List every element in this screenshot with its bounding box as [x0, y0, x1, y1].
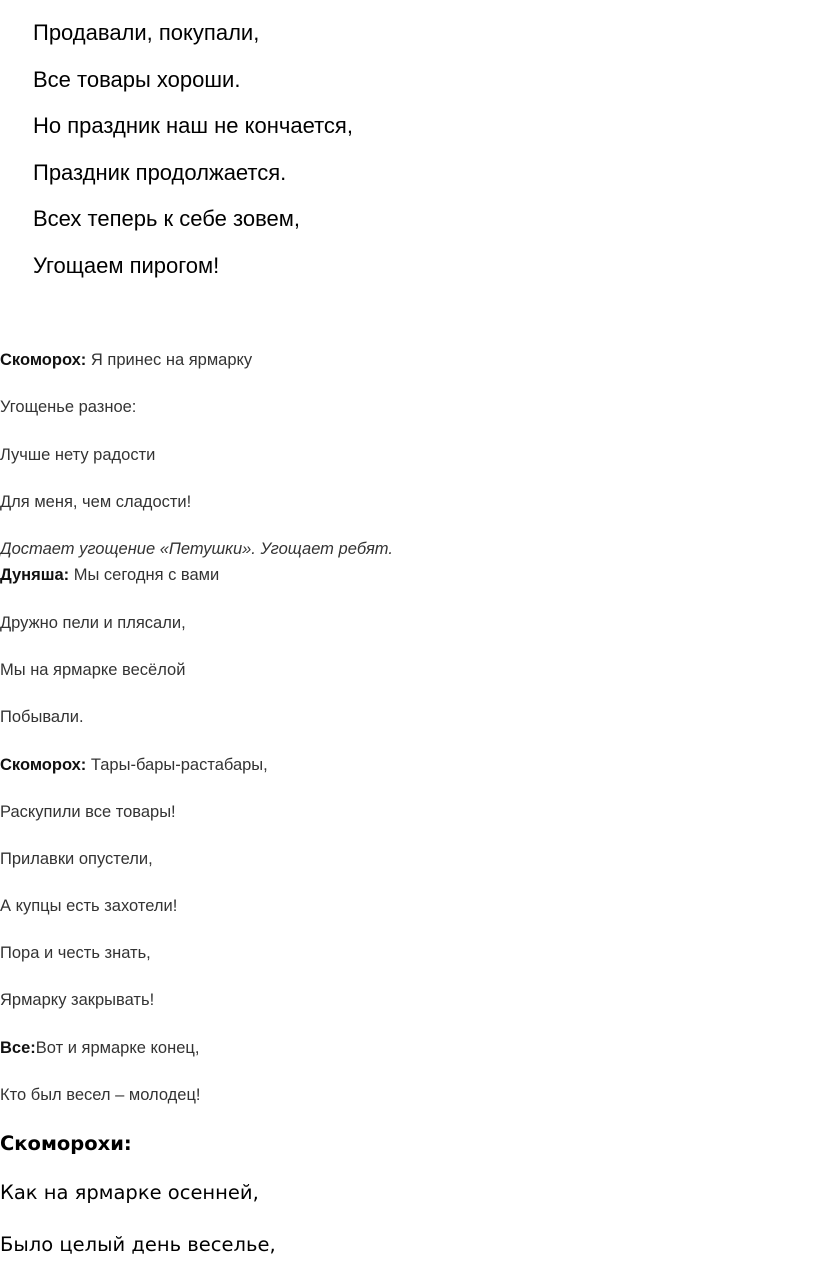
- dialog-line: [0, 756, 268, 775]
- dialog-line: Ярмарку закрывать!: [0, 991, 155, 1009]
- dialog-line: Мы на ярмарке весёлой: [0, 661, 186, 679]
- dialog-line: Для меня, чем сладости!: [0, 493, 192, 511]
- verse-line: Как на ярмарке осенней,: [0, 1181, 259, 1204]
- dialog-line: Лучше нету радости: [0, 446, 156, 464]
- verse-line: Всех теперь к себе зовем,: [33, 206, 300, 231]
- line-text: Вот и ярмарке конец,: [35, 1039, 200, 1057]
- speaker-label: Дуняша:: [0, 566, 70, 584]
- dialog-line: Пора и честь знать,: [0, 944, 151, 962]
- dialog-line: [0, 566, 219, 585]
- verse-line: Было целый день веселье,: [0, 1233, 276, 1256]
- speaker-label: Все:: [0, 1039, 36, 1057]
- line-text: Я принес на ярмарку: [86, 351, 253, 369]
- verse-line: Праздник продолжается.: [33, 160, 287, 185]
- dialog-line: [0, 1039, 199, 1058]
- stage-direction: Достает угощение «Петушки». Угощает ребят.: [0, 540, 393, 558]
- dialog-line: Кто был весел – молодец!: [0, 1086, 201, 1104]
- dialog-line: [0, 351, 252, 370]
- line-text: Мы сегодня с вами: [69, 566, 220, 584]
- dialog-line: А купцы есть захотели!: [0, 897, 178, 915]
- dialog-line: Побывали.: [0, 708, 84, 726]
- dialog-line: Прилавки опустели,: [0, 850, 153, 868]
- verse-line: Угощаем пирогом!: [33, 253, 220, 278]
- dialog-line: Угощенье разное:: [0, 398, 137, 416]
- verse-line: Но праздник наш не кончается,: [33, 113, 353, 138]
- verse-line: Все товары хороши.: [33, 67, 241, 92]
- dialog-line: Раскупили все товары!: [0, 803, 176, 821]
- speaker-label: Скоморох:: [0, 756, 87, 774]
- speaker-label: Скоморох:: [0, 351, 87, 369]
- verse-line: Продавали, покупали,: [33, 20, 260, 45]
- line-text: Тары-бары-растабары,: [86, 756, 268, 774]
- speaker-heading: Скоморохи:: [0, 1132, 132, 1155]
- dialog-line: Дружно пели и плясали,: [0, 614, 186, 632]
